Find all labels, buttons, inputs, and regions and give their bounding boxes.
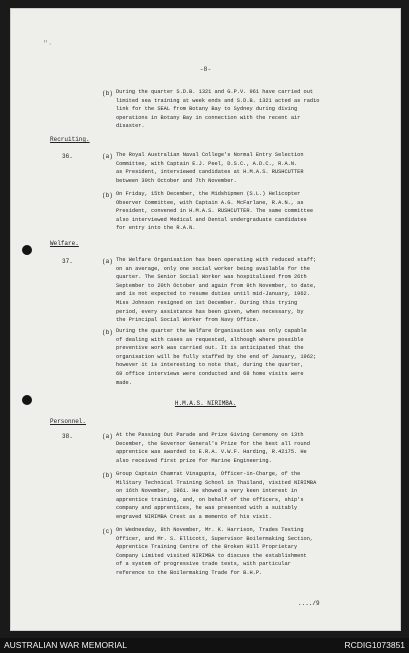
item-number: 36. bbox=[62, 153, 73, 160]
paragraph: During the quarter S.D.B. 1321 and G.P.V. 961 have carried out limited sea training at week ends and S.D.B. 1321 acted as radio link for the SEAL from Botany Bay to Sydney during diving operations in Botany Bay in connection with the recent air disaster. bbox=[116, 89, 320, 130]
item-number: 38. bbox=[62, 433, 73, 440]
paragraph: Group Captain Chamrat Vinagupta, Officer-in-Charge, of the Military Technical Training School in Thailand, visited NIRIMBA on 16th November, 1961. He showed a very keen interest in apprentice training, and, on behalf of the officers, ship's company and apprentices, he was presented with a suitably engraved NIRIMBA Crest as a memento of his visit. bbox=[116, 471, 317, 520]
section-heading: Personnel. bbox=[50, 418, 87, 425]
paragraph: The Welfare Organisation has been operating with reduced staff; on an average, only one social worker being available for the quarter. The Senior Social Worker was hospitalised from 26th September to 20th October and again from 9th November, to date, and is not expected to resume duties until mid-January, 1962. Miss Johnson resigned on 1st December. During this trying period, every assistance has been given, when necessary, by the Principal Social Worker from Navy Office. bbox=[116, 257, 317, 324]
paragraph: The Royal Australian Naval College's Normal Entry Selection Committee, with Captain E.J. Peel, D.S.C., A.D.C., R.A.N. as President, interviewed candidates at H.M.A.S. RUSHCUTTER between 30th October and 7th November. bbox=[116, 152, 304, 184]
document-page bbox=[10, 8, 401, 631]
punch-hole bbox=[22, 245, 32, 255]
continuation-note: ..../9 bbox=[298, 600, 320, 607]
section-heading: Welfare. bbox=[50, 240, 79, 247]
item-label: (b) bbox=[102, 472, 113, 479]
paragraph: During the quarter the Welfare Organisation was only capable of dealing with cases as requested, although where possible preventive work was carried out. It is anticipated that the organisation will be fully staffed by the end of January, 1962; however it is interesting to note that, during the quarter, 69 office interviews were conducted and 68 home visits were made. bbox=[116, 328, 317, 386]
item-label: (a) bbox=[102, 433, 113, 440]
archive-footer bbox=[0, 638, 409, 653]
item-number: 37. bbox=[62, 258, 73, 265]
item-label: (a) bbox=[102, 153, 113, 160]
paragraph: At the Passing Out Parade and Prize Giving Ceremony on 13th December, the Governor General's Prize for the best all round apprentice was awarded to E.R.A. V.W.F. Harding, R.42175. He also received first prize for Marine Engineering. bbox=[116, 432, 310, 464]
item-label: (c) bbox=[102, 528, 113, 535]
item-label: (b) bbox=[102, 90, 113, 97]
item-label: (b) bbox=[102, 192, 113, 199]
paragraph: On Wednesday, 8th November, Mr. K. Harrison, Trades Testing Officer, and Mr. S. Ellicott, Supervisor Boilermaking Section, Apprentice Training Centre of the Broken Hill Proprietary Company Limited visited NIRIMBA to discuss the establishment of a system of progressive trade tests, with particular reference to the Boilermaking Trade for B.H.P. bbox=[116, 527, 314, 576]
page-number: -8- bbox=[199, 66, 212, 73]
item-label: (a) bbox=[102, 258, 113, 265]
paragraph: On Friday, 15th December, the Midshipmen (S.L.) Helicopter Observer Committee, with Captain A.G. McFarlane, R.A.N., as President, convened in H.M.A.S. RUSHCUTTER. The same committee also interviewed Medical and Dental undergraduate candidates for entry into the R.A.N. bbox=[116, 191, 314, 232]
archive-name: AUSTRALIAN WAR MEMORIAL bbox=[4, 640, 127, 650]
item-label: (b) bbox=[102, 329, 113, 336]
section-heading: Recruiting. bbox=[50, 136, 90, 143]
section-title: H.M.A.S. NIRIMBA. bbox=[174, 400, 237, 407]
record-id: RCDIG1073851 bbox=[344, 640, 405, 650]
margin-mark: "· bbox=[43, 40, 53, 49]
